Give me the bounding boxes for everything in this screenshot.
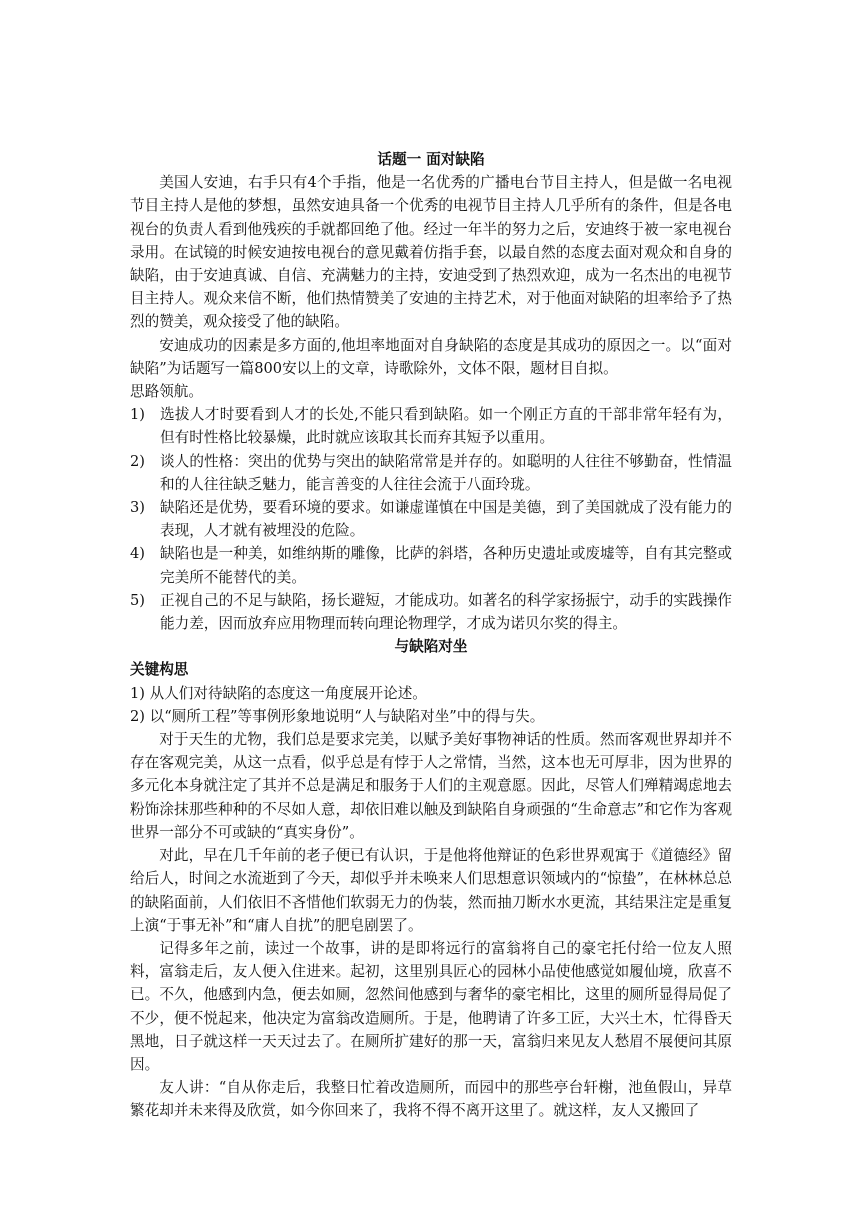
key-idea-item: 2) 以“厕所工程”等事例形象地说明“人与缺陷对坐”中的得与失。	[130, 707, 545, 725]
topic-paragraph: 安迪成功的因素是多方面的,他坦率地面对自身缺陷的态度是其成功的原因之一。以“面对缺陷”为话题写一篇800安以上的文章，诗歌除外，文体不限，题材目自拟。	[130, 336, 732, 377]
key-idea-item: 1) 从人们对待缺陷的态度这一角度展开论述。	[130, 684, 427, 702]
guide-item-number: 1)	[130, 406, 145, 424]
essay-paragraph: 记得多年之前，读过一个故事，讲的是即将远行的富翁将自己的豪宅托付给一位友人照料，富翁走后，友人便入住进来。起初，这里别具匠心的园林小品使他感觉如履仙境，欣喜不已。不久，他感到内急，便去如厕，忽然间他感到与奢华的豪宅相比，这里的厕所显得局促了不少，便不悦起来，他决定为富翁改造厕所。于是，他聘请了许多工匠，大兴土木，忙得昏天黑地，日子就这样一天天过去了。在厕所扩建好的那一天，富翁归来见友人愁眉不展便问其原因。	[130, 939, 732, 1073]
topic-title: 话题一 面对缺陷	[377, 151, 485, 168]
key-ideas-heading: 关键构思	[130, 661, 189, 679]
guide-item	[130, 450, 732, 496]
guide-item-number: 3)	[130, 499, 145, 517]
guide-label: 思路领航。	[130, 383, 203, 401]
essay-paragraph: 对此，早在几千年前的老子便已有认识，于是他将他辩证的色彩世界观寓于《道德经》留给后人，时间之水流逝到了今天，却似乎并未唤来人们思想意识领域内的“惊蛰”，在林林总总的缺陷面前，人们依旧不吝惜他们软弱无力的伪装，然而抽刀断水水更流，其结果注定是重复上演“于事无补”和“庸人自扰”的肥皂剧罢了。	[130, 847, 732, 934]
guide-item-number: 2)	[130, 452, 145, 470]
guide-item	[130, 542, 732, 588]
guide-item-number: 5)	[130, 591, 145, 609]
guide-item-text: 正视自己的不足与缺陷，扬长避短，才能成功。如著名的科学家扬振宁，动手的实践操作能力差，因而放弃应用物理而转向理论物理学，才成为诺贝尔奖的得主。	[160, 591, 732, 633]
guide-item	[130, 496, 732, 542]
topic-paragraph: 美国人安迪，右手只有4个手指，他是一名优秀的广播电台节目主持人，但是做一名电视节目主持人是他的梦想，虽然安迪具备一个优秀的电视节目主持人几乎所有的条件，但是各电视台的负责人看到他残疾的手就都回绝了他。经过一年半的努力之后，安迪终于被一家电视台录用。在试镜的时候安迪按电视台的意见戴着仿指手套，以最自然的态度去面对观众和自身的缺陷，由于安迪真诚、自信、充满魅力的主持，安迪受到了热烈欢迎，成为一名杰出的电视节目主持人。观众来信不断，他们热情赞美了安迪的主持艺术，对于他面对缺陷的坦率给予了热烈的赞美，观众接受了他的缺陷。	[130, 174, 732, 331]
essay-title: 与缺陷对坐	[394, 638, 468, 656]
guide-item-text: 谈人的性格：突出的优势与突出的缺陷常常是并存的。如聪明的人往往不够勤奋，性情温和的人往往缺乏魅力，能言善变的人往往会流于八面玲珑。	[160, 452, 732, 493]
essay-paragraph: 友人讲：“自从你走后，我整日忙着改造厕所，而园中的那些亭台轩榭，池鱼假山，异草繁花却并未来得及欣赏，如今你回来了，我将不得不离开这里了。就这样，友人又搬回了	[130, 1079, 732, 1120]
guide-item-number: 4)	[130, 545, 145, 563]
guide-item-text: 选拔人才时要看到人才的长处,不能只看到缺陷。如一个刚正方直的干部非常年轻有为，但有时性格比较暴燥，此时就应该取其长而弃其短予以重用。	[160, 406, 732, 447]
guide-item	[130, 589, 732, 635]
guide-item-text: 缺陷也是一种美，如维纳斯的雕像，比萨的斜塔，各种历史遗址或废墟等，自有其完整或完美所不能替代的美。	[160, 545, 732, 586]
guide-item	[130, 403, 732, 449]
guide-item-text: 缺陷还是优势，要看环境的要求。如谦虚谨慎在中国是美德，到了美国就成了没有能力的表现，人才就有被埋没的危险。	[160, 499, 732, 540]
essay-paragraph: 对于天生的尤物，我们总是要求完美，以赋予美好事物神话的性质。然而客观世界却并不存在客观完美，从这一点看，似乎总是有悖于人之常情，当然，这本也无可厚非，因为世界的多元化本身就注定了其并不总是满足和服务于人们的主观意愿。因此，尽管人们殚精竭虑地去粉饰涂抹那些种种的不尽如人意，却依旧难以触及到缺陷自身顽强的“生命意志”和它作为客观世界一部分不可或缺的“真实身份”。	[130, 731, 732, 841]
